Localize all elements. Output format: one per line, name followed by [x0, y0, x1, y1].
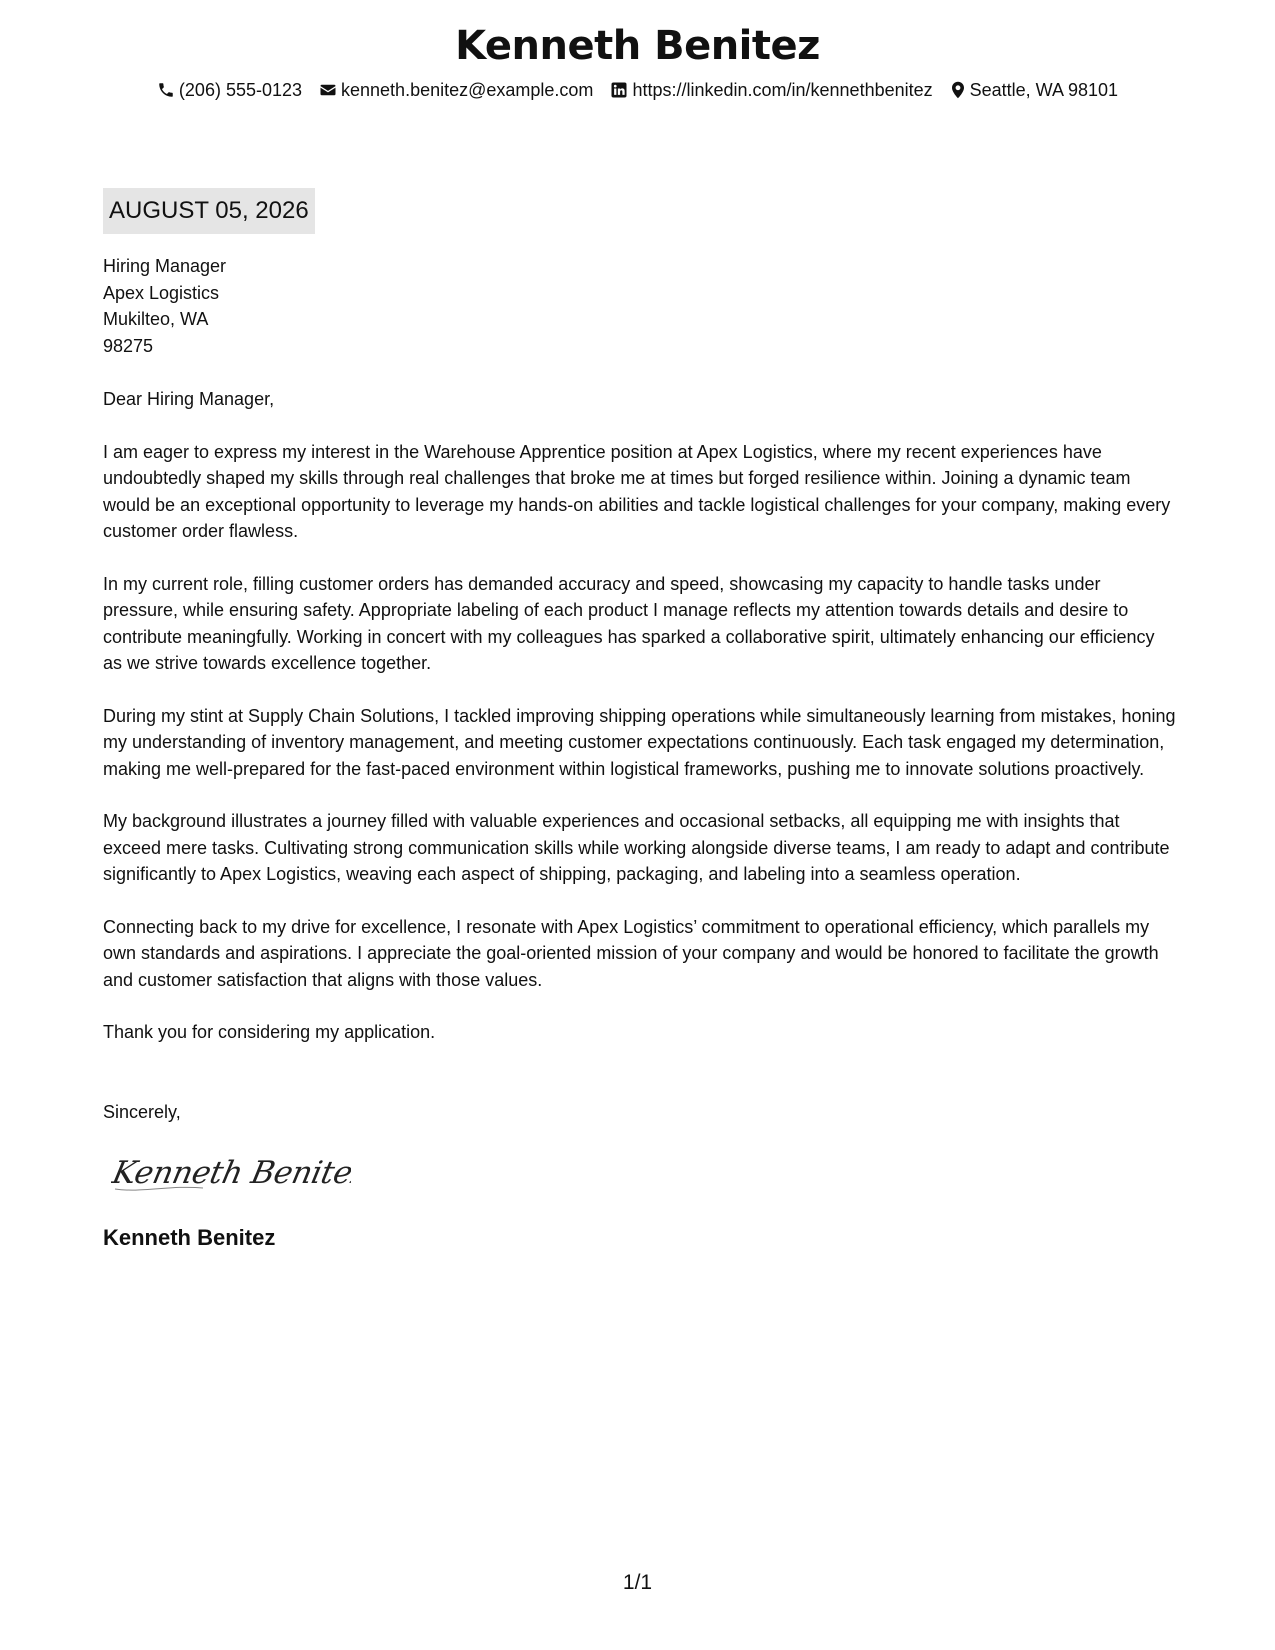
body-paragraph: I am eager to express my interest in the Warehouse Apprentice position at Apex Logistics, where my recent experiences have undoubtedly shaped my skills through real challenges that broke me at times but forged resilience within. Joining a dynamic team would be an exceptional opportunity to leverage my hands-on abilities and tackle logistical challenges for your company, making every customer order flawless. — [103, 441, 1171, 541]
letter-date: AUGUST 05, 2026 — [103, 188, 315, 234]
letter-header — [0, 18, 1275, 104]
recipient-address — [103, 253, 1178, 359]
contact-bar — [0, 76, 1275, 104]
envelope-icon — [319, 81, 337, 99]
phone-text: (206) 555-0123 — [178, 80, 303, 100]
body-paragraph: My background illustrates a journey filled with valuable experiences and occasional setbacks, all equipping me with insights that exceed mere tasks. Cultivating strong communication skills while working alongside diverse teams, I am ready to adapt and contribute significantly to Apex Logistics, weaving each aspect of shipping, packaging, and labeling into a seamless operation. — [103, 811, 1170, 884]
signer-name: Kenneth Benitez — [103, 1224, 276, 1250]
sender-name: Kenneth Benitez — [455, 23, 820, 69]
linkedin-icon — [610, 81, 628, 99]
email-link[interactable]: kenneth.benitez@example.com — [341, 80, 594, 100]
location-text: Seattle, WA 98101 — [969, 80, 1119, 100]
closing: Sincerely, — [103, 1101, 181, 1122]
letter-body — [103, 253, 1178, 1253]
svg-text:Kenneth Benitez: Kenneth Benitez — [111, 1155, 351, 1191]
salutation: Dear Hiring Manager, — [103, 389, 275, 409]
recipient-zip: 98275 — [103, 335, 154, 356]
contact-location — [950, 76, 1118, 104]
recipient-title: Hiring Manager — [103, 256, 227, 276]
page-number: 1/1 — [622, 1571, 653, 1594]
body-paragraph: During my stint at Supply Chain Solutions, I tackled improving shipping operations while simultaneously learning from mistakes, honing my understanding of inventory management, and meeting customer expectations continuously. Each task engaged my determination, making me well-prepared for the fast-paced environment within logistical frameworks, pushing me to innovate solutions proactively. — [103, 705, 1176, 779]
contact-linkedin — [610, 76, 932, 104]
closing-thanks: Thank you for considering my application. — [103, 1022, 436, 1042]
recipient-city-state: Mukilteo, WA — [103, 309, 209, 329]
body-paragraph: Connecting back to my drive for excellence, I resonate with Apex Logistics’ commitment to operational efficiency, which parallels my own standards and aspirations. I appreciate the goal-oriented mission of your company and would be honored to facilitate the growth and customer satisfaction that aligns with those values. — [103, 916, 1159, 990]
body-paragraph: In my current role, filling customer orders has demanded accuracy and speed, showcasing my capacity to handle tasks under pressure, while ensuring safety. Appropriate labeling of each product I manage reflects my attention towards details and desire to contribute meaningfully. Working in concert with my colleagues has sparked a collaborative spirit, ultimately enhancing our efficiency as we strive towards excellence together. — [103, 573, 1155, 673]
phone-icon — [157, 81, 175, 99]
recipient-company: Apex Logistics — [103, 282, 220, 303]
contact-email — [319, 76, 593, 104]
handwritten-signature — [111, 1145, 1178, 1205]
contact-phone — [157, 76, 302, 104]
map-pin-icon — [950, 81, 966, 99]
linkedin-link[interactable]: https://linkedin.com/in/kennethbenitez — [632, 80, 933, 100]
